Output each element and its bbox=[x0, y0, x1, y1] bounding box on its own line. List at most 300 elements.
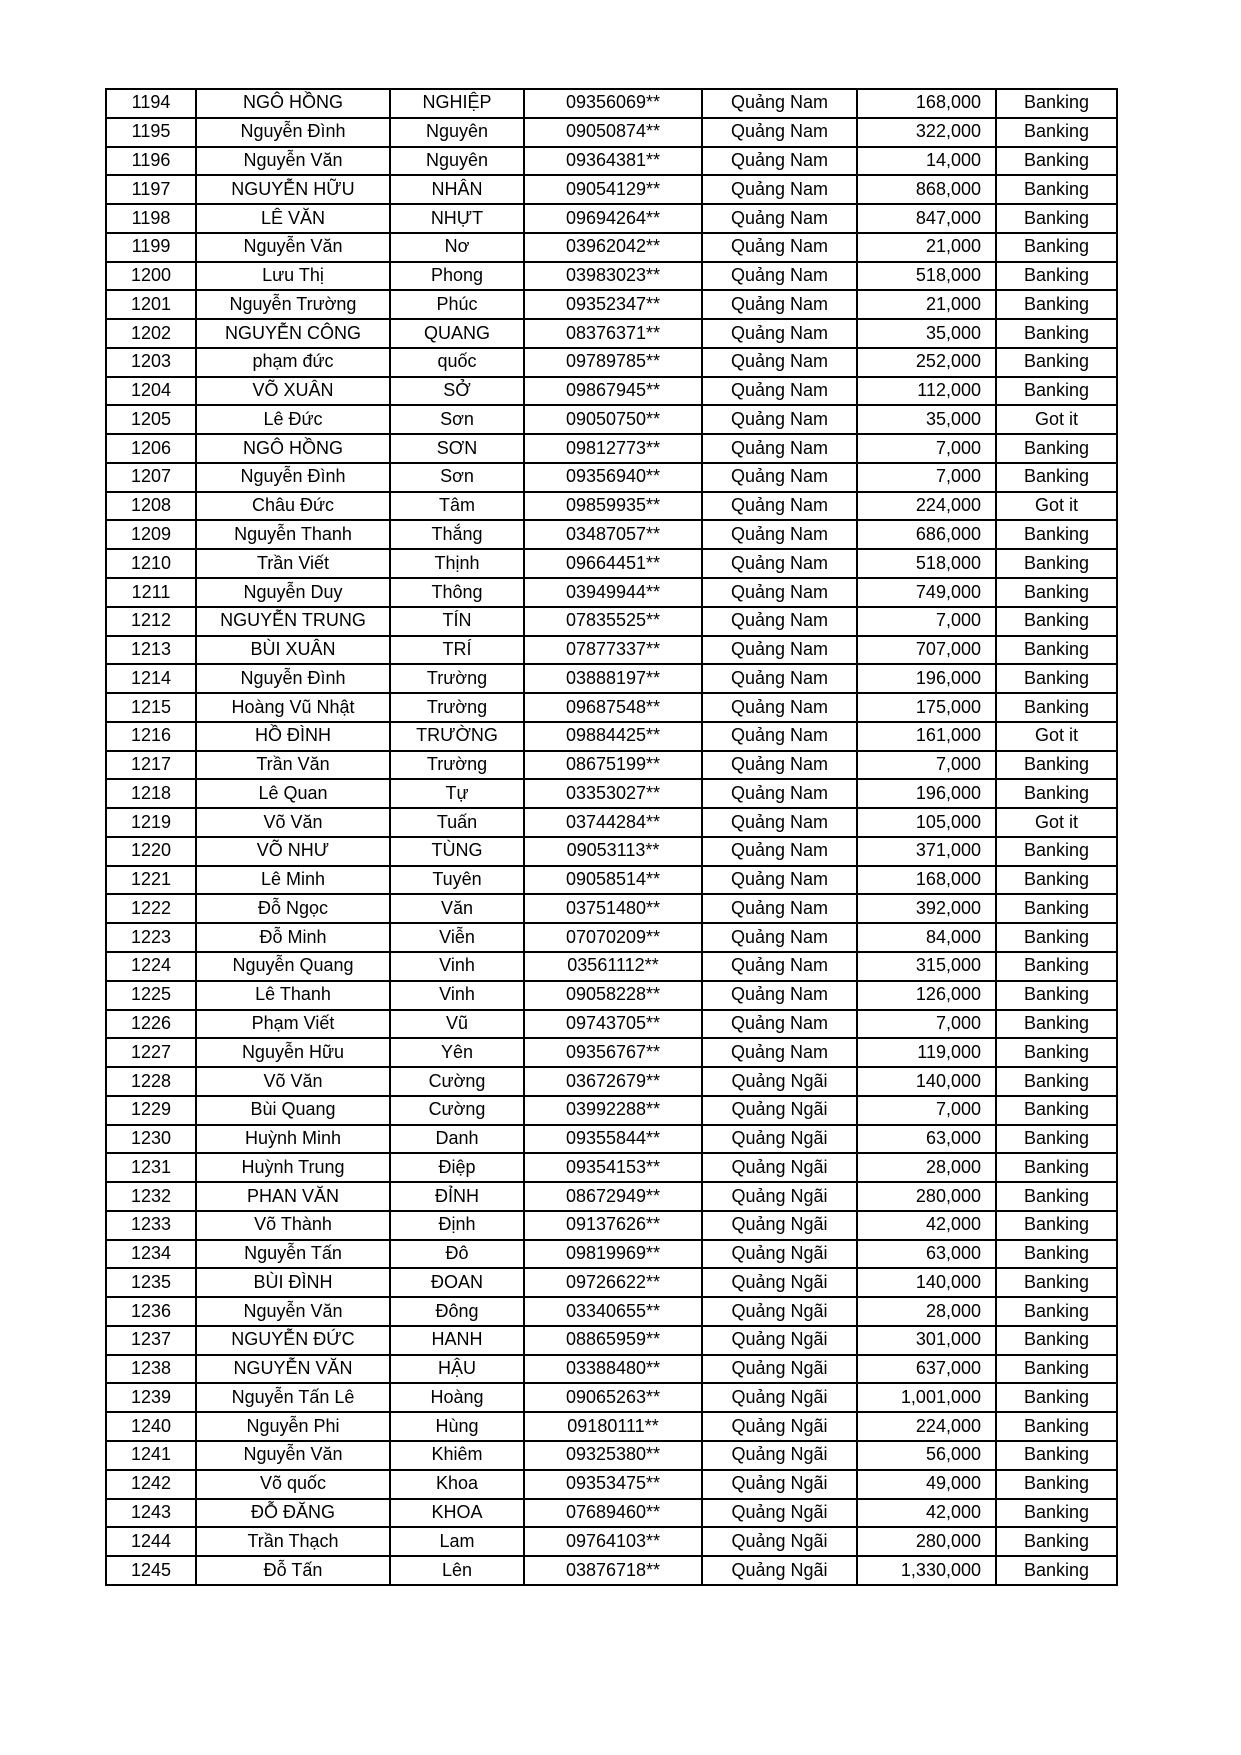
table-row bbox=[106, 1470, 1117, 1499]
phone-cell: 09058228** bbox=[524, 981, 702, 1010]
province-cell: Quảng Nam bbox=[702, 894, 857, 923]
first-name-cell: Phạm Viết bbox=[196, 1010, 390, 1039]
last-name-cell: Yên bbox=[390, 1038, 524, 1067]
amount-cell: 749,000 bbox=[857, 578, 996, 607]
status-cell: Banking bbox=[996, 175, 1117, 204]
province-cell: Quảng Ngãi bbox=[702, 1067, 857, 1096]
amount-cell: 392,000 bbox=[857, 894, 996, 923]
table-row bbox=[106, 1096, 1117, 1125]
first-name-cell: Lê Minh bbox=[196, 866, 390, 895]
table-row bbox=[106, 981, 1117, 1010]
first-name-cell: Trần Văn bbox=[196, 751, 390, 780]
amount-cell: 196,000 bbox=[857, 779, 996, 808]
status-cell: Banking bbox=[996, 1182, 1117, 1211]
province-cell: Quảng Nam bbox=[702, 808, 857, 837]
last-name-cell: Tuấn bbox=[390, 808, 524, 837]
last-name-cell: Tâm bbox=[390, 492, 524, 521]
province-cell: Quảng Nam bbox=[702, 463, 857, 492]
last-name-cell: Đô bbox=[390, 1240, 524, 1269]
last-name-cell: QUANG bbox=[390, 319, 524, 348]
province-cell: Quảng Nam bbox=[702, 262, 857, 291]
province-cell: Quảng Nam bbox=[702, 751, 857, 780]
table-row bbox=[106, 1499, 1117, 1528]
id-cell: 1239 bbox=[106, 1383, 196, 1412]
last-name-cell: Thắng bbox=[390, 520, 524, 549]
status-cell: Banking bbox=[996, 1211, 1117, 1240]
province-cell: Quảng Nam bbox=[702, 952, 857, 981]
id-cell: 1229 bbox=[106, 1096, 196, 1125]
phone-cell: 09325380** bbox=[524, 1441, 702, 1470]
last-name-cell: Danh bbox=[390, 1125, 524, 1154]
province-cell: Quảng Ngãi bbox=[702, 1527, 857, 1556]
first-name-cell: PHAN VĂN bbox=[196, 1182, 390, 1211]
first-name-cell: Nguyễn Văn bbox=[196, 1297, 390, 1326]
province-cell: Quảng Ngãi bbox=[702, 1096, 857, 1125]
table-row bbox=[106, 1441, 1117, 1470]
status-cell: Banking bbox=[996, 894, 1117, 923]
amount-cell: 28,000 bbox=[857, 1153, 996, 1182]
status-cell: Banking bbox=[996, 290, 1117, 319]
last-name-cell: Tuyên bbox=[390, 866, 524, 895]
phone-cell: 09867945** bbox=[524, 377, 702, 406]
last-name-cell: Trường bbox=[390, 664, 524, 693]
id-cell: 1198 bbox=[106, 204, 196, 233]
last-name-cell: NHÂN bbox=[390, 175, 524, 204]
table-row bbox=[106, 1211, 1117, 1240]
province-cell: Quảng Nam bbox=[702, 89, 857, 118]
amount-cell: 56,000 bbox=[857, 1441, 996, 1470]
status-cell: Banking bbox=[996, 549, 1117, 578]
status-cell: Banking bbox=[996, 578, 1117, 607]
phone-cell: 09354153** bbox=[524, 1153, 702, 1182]
phone-cell: 09859935** bbox=[524, 492, 702, 521]
province-cell: Quảng Nam bbox=[702, 664, 857, 693]
last-name-cell: ĐỈNH bbox=[390, 1182, 524, 1211]
province-cell: Quảng Nam bbox=[702, 233, 857, 262]
status-cell: Banking bbox=[996, 636, 1117, 665]
last-name-cell: NHỰT bbox=[390, 204, 524, 233]
table-row bbox=[106, 463, 1117, 492]
amount-cell: 49,000 bbox=[857, 1470, 996, 1499]
first-name-cell: NGUYỄN VĂN bbox=[196, 1355, 390, 1384]
province-cell: Quảng Nam bbox=[702, 866, 857, 895]
amount-cell: 7,000 bbox=[857, 1096, 996, 1125]
province-cell: Quảng Nam bbox=[702, 434, 857, 463]
amount-cell: 315,000 bbox=[857, 952, 996, 981]
last-name-cell: TRƯỜNG bbox=[390, 722, 524, 751]
last-name-cell: Tự bbox=[390, 779, 524, 808]
phone-cell: 09764103** bbox=[524, 1527, 702, 1556]
table-row bbox=[106, 549, 1117, 578]
phone-cell: 07070209** bbox=[524, 923, 702, 952]
id-cell: 1233 bbox=[106, 1211, 196, 1240]
id-cell: 1217 bbox=[106, 751, 196, 780]
phone-cell: 09058514** bbox=[524, 866, 702, 895]
table-row bbox=[106, 405, 1117, 434]
first-name-cell: Trần Thạch bbox=[196, 1527, 390, 1556]
amount-cell: 371,000 bbox=[857, 837, 996, 866]
province-cell: Quảng Ngãi bbox=[702, 1412, 857, 1441]
last-name-cell: Viễn bbox=[390, 923, 524, 952]
id-cell: 1223 bbox=[106, 923, 196, 952]
id-cell: 1195 bbox=[106, 118, 196, 147]
last-name-cell: HANH bbox=[390, 1326, 524, 1355]
table-row bbox=[106, 1182, 1117, 1211]
table-row bbox=[106, 377, 1117, 406]
last-name-cell: Thịnh bbox=[390, 549, 524, 578]
status-cell: Banking bbox=[996, 1096, 1117, 1125]
phone-cell: 09356069** bbox=[524, 89, 702, 118]
phone-cell: 03672679** bbox=[524, 1067, 702, 1096]
amount-cell: 1,001,000 bbox=[857, 1383, 996, 1412]
id-cell: 1232 bbox=[106, 1182, 196, 1211]
last-name-cell: Sơn bbox=[390, 463, 524, 492]
table-row bbox=[106, 607, 1117, 636]
last-name-cell: Hoàng bbox=[390, 1383, 524, 1412]
last-name-cell: KHOA bbox=[390, 1499, 524, 1528]
last-name-cell: Vinh bbox=[390, 952, 524, 981]
phone-cell: 03751480** bbox=[524, 894, 702, 923]
province-cell: Quảng Nam bbox=[702, 578, 857, 607]
table-row bbox=[106, 1412, 1117, 1441]
province-cell: Quảng Ngãi bbox=[702, 1268, 857, 1297]
amount-cell: 21,000 bbox=[857, 290, 996, 319]
first-name-cell: ĐỖ ĐĂNG bbox=[196, 1499, 390, 1528]
phone-cell: 09050874** bbox=[524, 118, 702, 147]
phone-cell: 09789785** bbox=[524, 348, 702, 377]
status-cell: Got it bbox=[996, 492, 1117, 521]
table-row bbox=[106, 1125, 1117, 1154]
status-cell: Banking bbox=[996, 866, 1117, 895]
table-row bbox=[106, 578, 1117, 607]
first-name-cell: Trần Viết bbox=[196, 549, 390, 578]
id-cell: 1196 bbox=[106, 147, 196, 176]
phone-cell: 03340655** bbox=[524, 1297, 702, 1326]
province-cell: Quảng Nam bbox=[702, 923, 857, 952]
first-name-cell: Đỗ Minh bbox=[196, 923, 390, 952]
amount-cell: 252,000 bbox=[857, 348, 996, 377]
id-cell: 1203 bbox=[106, 348, 196, 377]
table-row bbox=[106, 751, 1117, 780]
id-cell: 1216 bbox=[106, 722, 196, 751]
first-name-cell: BÙI XUÂN bbox=[196, 636, 390, 665]
amount-cell: 707,000 bbox=[857, 636, 996, 665]
phone-cell: 08672949** bbox=[524, 1182, 702, 1211]
id-cell: 1197 bbox=[106, 175, 196, 204]
last-name-cell: Nơ bbox=[390, 233, 524, 262]
id-cell: 1211 bbox=[106, 578, 196, 607]
id-cell: 1201 bbox=[106, 290, 196, 319]
table-row bbox=[106, 204, 1117, 233]
phone-cell: 07835525** bbox=[524, 607, 702, 636]
id-cell: 1212 bbox=[106, 607, 196, 636]
amount-cell: 119,000 bbox=[857, 1038, 996, 1067]
amount-cell: 140,000 bbox=[857, 1067, 996, 1096]
amount-cell: 42,000 bbox=[857, 1499, 996, 1528]
status-cell: Banking bbox=[996, 204, 1117, 233]
province-cell: Quảng Nam bbox=[702, 636, 857, 665]
id-cell: 1200 bbox=[106, 262, 196, 291]
province-cell: Quảng Nam bbox=[702, 520, 857, 549]
status-cell: Banking bbox=[996, 1499, 1117, 1528]
status-cell: Banking bbox=[996, 463, 1117, 492]
first-name-cell: Nguyễn Hữu bbox=[196, 1038, 390, 1067]
province-cell: Quảng Ngãi bbox=[702, 1383, 857, 1412]
amount-cell: 63,000 bbox=[857, 1240, 996, 1269]
table-row bbox=[106, 1326, 1117, 1355]
last-name-cell: TÍN bbox=[390, 607, 524, 636]
last-name-cell: Nguyên bbox=[390, 147, 524, 176]
province-cell: Quảng Nam bbox=[702, 204, 857, 233]
first-name-cell: Nguyễn Thanh bbox=[196, 520, 390, 549]
table-row bbox=[106, 664, 1117, 693]
id-cell: 1209 bbox=[106, 520, 196, 549]
province-cell: Quảng Ngãi bbox=[702, 1441, 857, 1470]
province-cell: Quảng Nam bbox=[702, 377, 857, 406]
last-name-cell: Lên bbox=[390, 1556, 524, 1585]
province-cell: Quảng Nam bbox=[702, 981, 857, 1010]
last-name-cell: Định bbox=[390, 1211, 524, 1240]
first-name-cell: Hoàng Vũ Nhật bbox=[196, 693, 390, 722]
last-name-cell: Hùng bbox=[390, 1412, 524, 1441]
id-cell: 1218 bbox=[106, 779, 196, 808]
first-name-cell: Huỳnh Trung bbox=[196, 1153, 390, 1182]
province-cell: Quảng Ngãi bbox=[702, 1470, 857, 1499]
amount-cell: 7,000 bbox=[857, 751, 996, 780]
phone-cell: 08376371** bbox=[524, 319, 702, 348]
first-name-cell: Võ Văn bbox=[196, 808, 390, 837]
id-cell: 1244 bbox=[106, 1527, 196, 1556]
id-cell: 1194 bbox=[106, 89, 196, 118]
province-cell: Quảng Ngãi bbox=[702, 1499, 857, 1528]
status-cell: Banking bbox=[996, 233, 1117, 262]
phone-cell: 03744284** bbox=[524, 808, 702, 837]
first-name-cell: LÊ VĂN bbox=[196, 204, 390, 233]
id-cell: 1214 bbox=[106, 664, 196, 693]
amount-cell: 7,000 bbox=[857, 607, 996, 636]
phone-cell: 09743705** bbox=[524, 1010, 702, 1039]
first-name-cell: Nguyễn Tấn Lê bbox=[196, 1383, 390, 1412]
amount-cell: 168,000 bbox=[857, 866, 996, 895]
last-name-cell: Cường bbox=[390, 1096, 524, 1125]
status-cell: Banking bbox=[996, 952, 1117, 981]
province-cell: Quảng Ngãi bbox=[702, 1355, 857, 1384]
amount-cell: 637,000 bbox=[857, 1355, 996, 1384]
table-row bbox=[106, 262, 1117, 291]
first-name-cell: phạm đức bbox=[196, 348, 390, 377]
first-name-cell: Nguyễn Văn bbox=[196, 147, 390, 176]
id-cell: 1208 bbox=[106, 492, 196, 521]
province-cell: Quảng Nam bbox=[702, 175, 857, 204]
phone-cell: 03949944** bbox=[524, 578, 702, 607]
first-name-cell: Nguyễn Văn bbox=[196, 233, 390, 262]
province-cell: Quảng Nam bbox=[702, 319, 857, 348]
last-name-cell: SỞ bbox=[390, 377, 524, 406]
status-cell: Banking bbox=[996, 1470, 1117, 1499]
status-cell: Banking bbox=[996, 1067, 1117, 1096]
id-cell: 1224 bbox=[106, 952, 196, 981]
amount-cell: 7,000 bbox=[857, 434, 996, 463]
phone-cell: 09819969** bbox=[524, 1240, 702, 1269]
amount-cell: 14,000 bbox=[857, 147, 996, 176]
id-cell: 1199 bbox=[106, 233, 196, 262]
province-cell: Quảng Ngãi bbox=[702, 1326, 857, 1355]
province-cell: Quảng Nam bbox=[702, 118, 857, 147]
first-name-cell: NGUYỄN HỮU bbox=[196, 175, 390, 204]
id-cell: 1204 bbox=[106, 377, 196, 406]
table-row bbox=[106, 1297, 1117, 1326]
last-name-cell: Đông bbox=[390, 1297, 524, 1326]
table-row bbox=[106, 290, 1117, 319]
status-cell: Banking bbox=[996, 89, 1117, 118]
first-name-cell: Lưu Thị bbox=[196, 262, 390, 291]
amount-cell: 105,000 bbox=[857, 808, 996, 837]
id-cell: 1221 bbox=[106, 866, 196, 895]
first-name-cell: NGÔ HỒNG bbox=[196, 434, 390, 463]
table-row bbox=[106, 1038, 1117, 1067]
status-cell: Banking bbox=[996, 1038, 1117, 1067]
first-name-cell: Võ Thành bbox=[196, 1211, 390, 1240]
phone-cell: 03983023** bbox=[524, 262, 702, 291]
phone-cell: 03992288** bbox=[524, 1096, 702, 1125]
phone-cell: 03487057** bbox=[524, 520, 702, 549]
amount-cell: 28,000 bbox=[857, 1297, 996, 1326]
first-name-cell: Võ quốc bbox=[196, 1470, 390, 1499]
amount-cell: 280,000 bbox=[857, 1182, 996, 1211]
amount-cell: 322,000 bbox=[857, 118, 996, 147]
id-cell: 1226 bbox=[106, 1010, 196, 1039]
amount-cell: 140,000 bbox=[857, 1268, 996, 1297]
status-cell: Banking bbox=[996, 751, 1117, 780]
status-cell: Banking bbox=[996, 520, 1117, 549]
table-row bbox=[106, 1383, 1117, 1412]
status-cell: Banking bbox=[996, 1556, 1117, 1585]
phone-cell: 09694264** bbox=[524, 204, 702, 233]
province-cell: Quảng Ngãi bbox=[702, 1556, 857, 1585]
amount-cell: 280,000 bbox=[857, 1527, 996, 1556]
status-cell: Banking bbox=[996, 1010, 1117, 1039]
first-name-cell: Bùi Quang bbox=[196, 1096, 390, 1125]
id-cell: 1245 bbox=[106, 1556, 196, 1585]
id-cell: 1206 bbox=[106, 434, 196, 463]
status-cell: Banking bbox=[996, 779, 1117, 808]
first-name-cell: Châu Đức bbox=[196, 492, 390, 521]
id-cell: 1205 bbox=[106, 405, 196, 434]
amount-cell: 847,000 bbox=[857, 204, 996, 233]
amount-cell: 1,330,000 bbox=[857, 1556, 996, 1585]
table-row bbox=[106, 808, 1117, 837]
recipient-table-body bbox=[106, 89, 1117, 1585]
id-cell: 1236 bbox=[106, 1297, 196, 1326]
first-name-cell: NGÔ HỒNG bbox=[196, 89, 390, 118]
id-cell: 1219 bbox=[106, 808, 196, 837]
first-name-cell: VÕ XUÂN bbox=[196, 377, 390, 406]
status-cell: Banking bbox=[996, 693, 1117, 722]
last-name-cell: TRÍ bbox=[390, 636, 524, 665]
province-cell: Quảng Nam bbox=[702, 722, 857, 751]
table-row bbox=[106, 636, 1117, 665]
amount-cell: 518,000 bbox=[857, 549, 996, 578]
table-row bbox=[106, 779, 1117, 808]
phone-cell: 07877337** bbox=[524, 636, 702, 665]
table-row bbox=[106, 1010, 1117, 1039]
province-cell: Quảng Nam bbox=[702, 492, 857, 521]
province-cell: Quảng Nam bbox=[702, 607, 857, 636]
phone-cell: 03876718** bbox=[524, 1556, 702, 1585]
province-cell: Quảng Ngãi bbox=[702, 1297, 857, 1326]
table-row bbox=[106, 693, 1117, 722]
province-cell: Quảng Ngãi bbox=[702, 1240, 857, 1269]
first-name-cell: Nguyễn Tấn bbox=[196, 1240, 390, 1269]
status-cell: Got it bbox=[996, 808, 1117, 837]
last-name-cell: Vinh bbox=[390, 981, 524, 1010]
first-name-cell: Nguyễn Đình bbox=[196, 664, 390, 693]
id-cell: 1207 bbox=[106, 463, 196, 492]
id-cell: 1225 bbox=[106, 981, 196, 1010]
first-name-cell: Nguyễn Đình bbox=[196, 463, 390, 492]
table-row bbox=[106, 175, 1117, 204]
table-row bbox=[106, 952, 1117, 981]
province-cell: Quảng Ngãi bbox=[702, 1182, 857, 1211]
amount-cell: 126,000 bbox=[857, 981, 996, 1010]
status-cell: Banking bbox=[996, 664, 1117, 693]
last-name-cell: Phong bbox=[390, 262, 524, 291]
province-cell: Quảng Nam bbox=[702, 147, 857, 176]
first-name-cell: Huỳnh Minh bbox=[196, 1125, 390, 1154]
id-cell: 1210 bbox=[106, 549, 196, 578]
phone-cell: 09356767** bbox=[524, 1038, 702, 1067]
phone-cell: 09355844** bbox=[524, 1125, 702, 1154]
table-row bbox=[106, 1153, 1117, 1182]
status-cell: Banking bbox=[996, 1355, 1117, 1384]
status-cell: Banking bbox=[996, 434, 1117, 463]
amount-cell: 84,000 bbox=[857, 923, 996, 952]
table-row bbox=[106, 866, 1117, 895]
first-name-cell: VÕ NHƯ bbox=[196, 837, 390, 866]
id-cell: 1240 bbox=[106, 1412, 196, 1441]
last-name-cell: Điệp bbox=[390, 1153, 524, 1182]
phone-cell: 09726622** bbox=[524, 1268, 702, 1297]
first-name-cell: Nguyễn Trường bbox=[196, 290, 390, 319]
first-name-cell: NGUYỄN ĐỨC bbox=[196, 1326, 390, 1355]
amount-cell: 161,000 bbox=[857, 722, 996, 751]
status-cell: Banking bbox=[996, 1240, 1117, 1269]
phone-cell: 09356940** bbox=[524, 463, 702, 492]
amount-cell: 63,000 bbox=[857, 1125, 996, 1154]
status-cell: Banking bbox=[996, 1527, 1117, 1556]
province-cell: Quảng Nam bbox=[702, 779, 857, 808]
province-cell: Quảng Nam bbox=[702, 837, 857, 866]
status-cell: Banking bbox=[996, 1441, 1117, 1470]
phone-cell: 03561112** bbox=[524, 952, 702, 981]
status-cell: Banking bbox=[996, 1383, 1117, 1412]
first-name-cell: Nguyễn Quang bbox=[196, 952, 390, 981]
first-name-cell: Lê Quan bbox=[196, 779, 390, 808]
table-row bbox=[106, 348, 1117, 377]
last-name-cell: Sơn bbox=[390, 405, 524, 434]
id-cell: 1222 bbox=[106, 894, 196, 923]
first-name-cell: Nguyễn Văn bbox=[196, 1441, 390, 1470]
table-row bbox=[106, 1355, 1117, 1384]
status-cell: Banking bbox=[996, 348, 1117, 377]
table-row bbox=[106, 492, 1117, 521]
phone-cell: 09137626** bbox=[524, 1211, 702, 1240]
status-cell: Banking bbox=[996, 607, 1117, 636]
amount-cell: 196,000 bbox=[857, 664, 996, 693]
table-row bbox=[106, 89, 1117, 118]
id-cell: 1235 bbox=[106, 1268, 196, 1297]
status-cell: Banking bbox=[996, 1268, 1117, 1297]
